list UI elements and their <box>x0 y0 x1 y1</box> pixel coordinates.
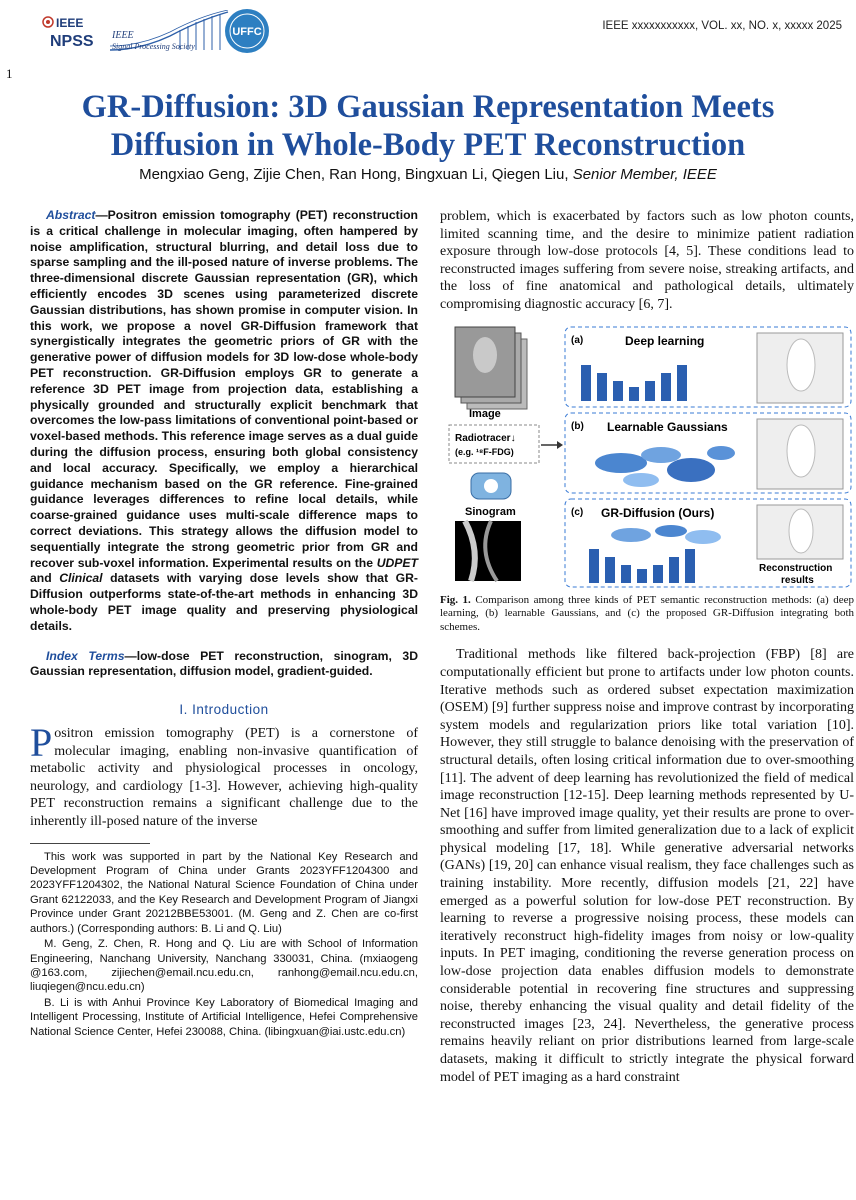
figure-1-caption-text: Comparison among three kinds of PET semantic reconstruction methods: (a) deep learning, (b) learnable Gaussians, and (c) the proposed GR-Diffusion integrating both schemes. <box>440 593 854 633</box>
radiotracer-label: Radiotracer↓ <box>455 432 516 444</box>
ieee-npss-logo <box>40 12 100 52</box>
title-line-1: GR-Diffusion: 3D Gaussian Representation Meets <box>81 89 775 125</box>
panel-b-label: (b) <box>571 420 584 432</box>
left-column <box>30 208 418 1040</box>
author-list <box>0 166 856 183</box>
panel-a-title: Deep learning <box>625 333 705 348</box>
dropcap: P <box>30 720 53 766</box>
panel-c-title: GR-Diffusion (Ours) <box>601 505 715 520</box>
uffc-logo <box>224 8 270 54</box>
body-silhouette-c <box>789 509 813 553</box>
sps-ieee-text: IEEE <box>112 30 134 41</box>
introduction-paragraph <box>30 720 418 831</box>
radiotracer-box <box>449 425 539 463</box>
abstract-lead: Abstract <box>46 208 96 222</box>
footnote-divider <box>30 843 150 844</box>
abstract-and: and <box>30 571 52 586</box>
npss-ieee-text: IEEE <box>56 16 84 30</box>
journal-line: IEEE xxxxxxxxxxx, VOL. xx, NO. x, xxxxx 2025 <box>602 20 842 32</box>
title-line-2: Diffusion in Whole-Body PET Reconstruction <box>110 127 746 163</box>
footnote-affiliation-anhui: B. Li is with Anhui Province Key Laboratory of Biomedical Imaging and Intelligent Processing, Institute of Artificial Intelligence, Hefei Comprehensive National Science Center, Hefei 230088, China. (libingxuan@iai.ustc.edu.cn) <box>30 996 418 1038</box>
scanner-icon <box>471 473 511 499</box>
paper-title <box>0 88 856 164</box>
panel-b-title: Learnable Gaussians <box>607 419 728 434</box>
figure-1-caption-lead: Fig. 1. <box>440 593 471 606</box>
footnote-affiliation-ncu: M. Geng, Z. Chen, R. Hong and Q. Liu are with School of Information Engineering, Nanchang University, Nanchang 330031, China. (mxiaogeng @163.com, zijiechen@email.ncu.edu.cn, ranhong@email.ncu.edu.cn, liuqiegen@ncu.edu.cn) <box>30 938 418 994</box>
author-membership: Senior Member, IEEE <box>572 166 717 183</box>
panel-a-label: (a) <box>571 334 584 346</box>
footnote-funding: This work was supported in part by the National Key Research and Development Program of China under Grants 2023YFF1204300 and 2023YFF1204302, the National Natural Science Foundation of China under Grant 62122033, and the Key Research and Development Program of Jiangxi Province under Grant 20212BBE53001. (M. Geng and Z. Chen are co-first authors.) (Corresponding authors: B. Li and Q. Liu) <box>30 850 418 935</box>
abstract-clinical: Clinical <box>59 571 103 586</box>
sinogram-label: Sinogram <box>465 505 516 518</box>
author-names: Mengxiao Geng, Zijie Chen, Ran Hong, Bingxuan Li, Qiegen Liu, <box>139 166 569 183</box>
image-label: Image <box>469 407 501 420</box>
paragraph-traditional-methods: Traditional methods like filtered back-projection (FBP) [8] are computationally efficient but prone to artifacts under low photon counts. Iterative methods such as ordered subset expectation maximization (OSEM) [9] further suppress noise and improve contrast by incorporating system models and regularization priors like total variation [10]. However, they still struggle to balance denoising with the preservation of structural details, often losing critical information due to over-smoothing [11]. The advent of deep learning has revolutionized the field of medical image reconstruction [12-15]. Deep learning methods represented by U-Net [16] have improved image quality, yet their results are prone to over-smoothing and suffer from limited generalization due to a lack of explicit physical modeling [17, 18]. While generative adversarial networks (GANs) [19, 20] can enhance visual realism, they face challenges such as training instability. More recently, diffusion models [21, 22] have emerged as a powerful solution for low-dose PET reconstruction. By learning to reverse a progressive noising process, these models can iteratively reconstruct high-fidelity images from noisy or low-quality inputs. In PET imaging, conditioning the reverse generation process on low-dose projection data enables diffusion models to demonstrate considerable potential in recovering fine structures and suppressing noise, thereby enhancing the visual quality and detail fidelity of the reconstructed images [23, 24]. Nevertheless, the generative process remains heavily reliant on prior distributions learned from large-scale datasets, making it difficult to strictly integrate the physical forward model of PET imaging as a hard constraint <box>440 647 854 1085</box>
body-silhouette-b <box>787 425 815 477</box>
uffc-text: UFFC <box>232 26 262 38</box>
abstract-text: —Positron emission tomography (PET) reconstruction is a critical challenge in molecular imaging, often hampered by noise amplification, structural blurring, and detail loss due to sparse sampling and the ill-posed nature of inverse problems. The three-dimensional discrete Gaussian representation (GR), which efficiently encodes 3D scenes using parameterized discrete Gaussian distributions, has shown promise in computer vision. In this work, we propose a novel GR-Diffusion framework that synergistically integrates the geometric priors of GR with the generative power of diffusion models for 3D low-dose whole-body PET reconstruction. GR-Diffusion employs GR to generate a reference 3D PET image from projection data, establishing a physically grounded and structurally explicit benchmark that overcomes the low-pass limitations of conventional point-based or voxel-based methods. This reference image serves as a dual guide during the diffusion process, ensuring both global consistency and local accuracy. Specifically, we employ a hierarchical guidance mechanism based on the GR reference. Fine-grained guidance leverages differences to refine local details, while coarse-grained guidance uses multi-scale difference maps to correct deviations. This strategy allows the diffusion model to sequentially integrate the strong geometric prior from GR and recover sub-voxel information. Experimental results on the <box>30 208 418 570</box>
index-terms <box>30 649 418 681</box>
footnotes <box>30 850 418 1039</box>
page-header <box>40 8 850 56</box>
tracer-example: (e.g. ¹⁸F-FDG) <box>455 446 514 457</box>
npss-text: NPSS <box>50 33 94 50</box>
figure-1-caption <box>440 594 854 635</box>
body-silhouette-a <box>787 339 815 391</box>
input-image-stack <box>455 327 527 409</box>
section-heading-introduction: I. Introduction <box>179 702 269 718</box>
signal-processing-society-logo <box>110 10 230 54</box>
figure-1 <box>440 324 854 588</box>
abstract-text-end: datasets with varying dose levels show that GR-Diffusion outperforms state-of-the-art methods in enhancing 3D whole-body PET image quality and preserving physiological details. <box>30 571 418 633</box>
results-label: results <box>781 574 814 586</box>
flow-arrow-head <box>557 441 563 449</box>
panel-c-label: (c) <box>571 506 584 518</box>
figure-1-diagram <box>441 325 855 589</box>
right-column <box>440 208 854 1086</box>
page-number: 1 <box>6 66 13 81</box>
index-terms-lead: Index Terms <box>46 648 125 663</box>
paragraph-continuation: problem, which is exacerbated by factors such as low photon counts, limited scanning time, and the desire to minimize patient radiation exposure through low-dose protocols [4, 5]. These conditions lead to reconstructed images suffering from severe noise, streaking artifacts, and the loss of fine anatomical and pathological details, ultimately compromising diagnostic accuracy [6, 7]. <box>440 209 854 312</box>
abstract <box>30 208 418 635</box>
index-terms-text: —low-dose PET reconstruction, sinogram, 3D Gaussian representation, diffusion model, gradient-guided. <box>30 648 418 679</box>
reconstruction-label: Reconstruction <box>759 562 833 574</box>
sps-name-text: Signal Processing Society <box>112 42 195 51</box>
introduction-text: ositron emission tomography (PET) is a cornerstone of molecular imaging, enabling non-invasive quantification of metabolic activity and physiological processes in oncology, neurology, and cardiology [1-3]. However, achieving high-quality PET reconstruction remains a significant challenge due to the inherently ill-posed nature of the inverse <box>30 726 418 830</box>
sinogram-image <box>455 521 521 581</box>
abstract-udpet: UDPET <box>376 555 418 570</box>
